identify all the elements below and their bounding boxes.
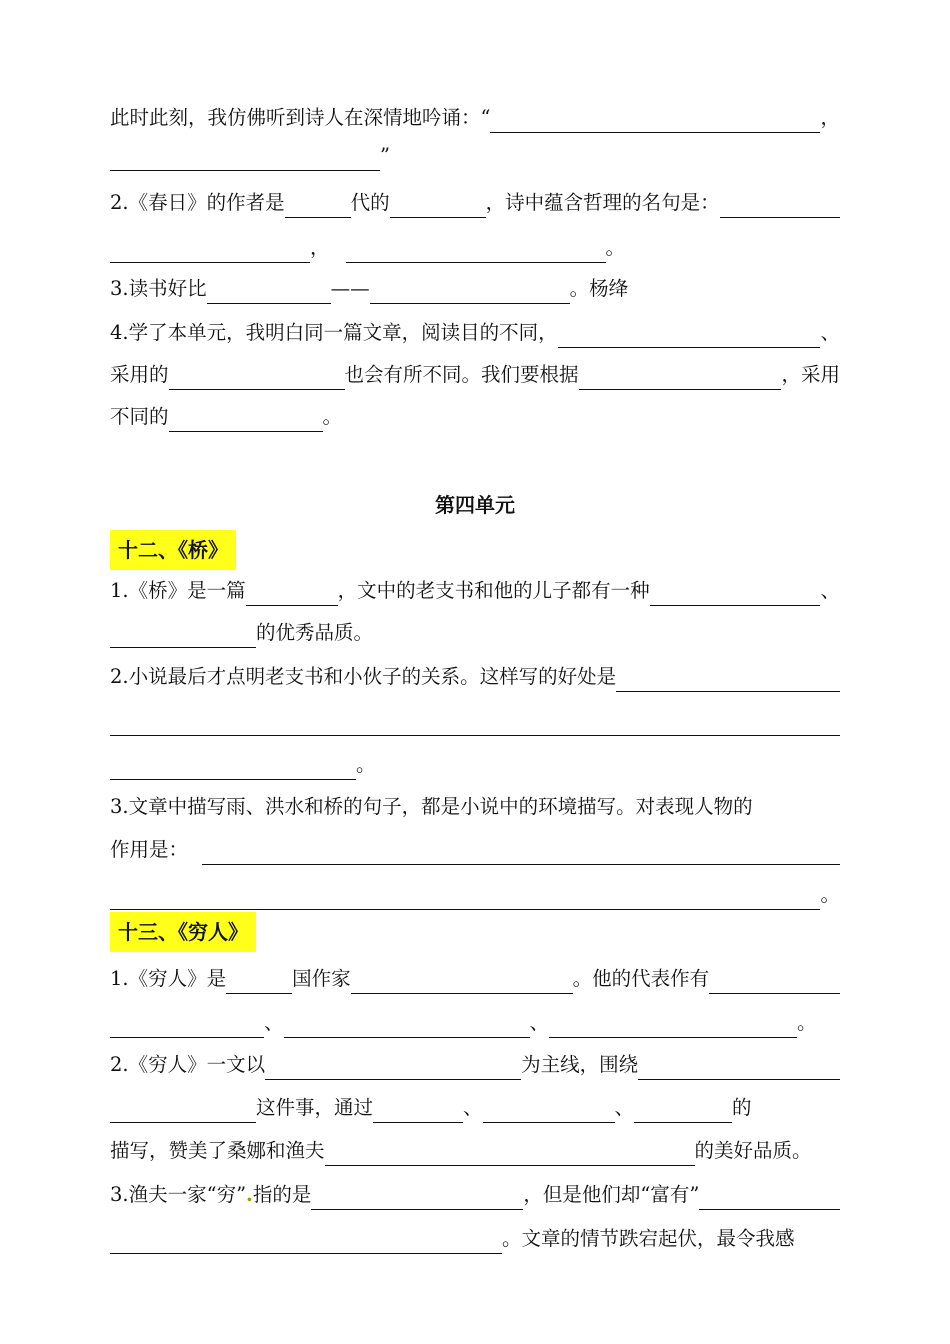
s13-text: 为主线，围绕 (521, 1053, 639, 1076)
s13-q2-line-1 (110, 1050, 840, 1080)
s13-text: 的美好品质。 (694, 1139, 812, 1162)
q2-text: ，诗中蕴含哲理的名句是： (485, 191, 720, 214)
blank-quality-poor[interactable] (325, 1144, 695, 1166)
s12-text: 3.文章中描写雨、洪水和桥的句子，都是小说中的环境描写。对表现人物的 (110, 795, 753, 818)
blank-env-2[interactable] (110, 888, 820, 910)
blank-q4-1[interactable] (558, 326, 821, 348)
s12-q1-line-2 (110, 618, 840, 648)
q2-chunri-line-1 (110, 188, 840, 218)
blank-poor-meaning[interactable] (311, 1188, 523, 1210)
blank-works-start[interactable] (709, 972, 840, 994)
s13-q3-line-2 (110, 1224, 840, 1254)
q4-text: 4.学了本单元，我明白同一篇文章，阅读目的不同， (110, 321, 558, 344)
s12-q3-line-1 (110, 792, 840, 822)
q4-text: 也会有所不同。我们要根据 (344, 363, 579, 386)
s12-text: 的优秀品质。 (256, 621, 374, 644)
blank-reading-1[interactable] (207, 282, 331, 304)
s12-text: 作用是： (110, 838, 189, 861)
blank-benefit-1[interactable] (616, 670, 840, 692)
punct: 、 (614, 1096, 635, 1119)
s13-q2-line-2 (110, 1093, 840, 1123)
s13-text: 1.《穷人》是 (110, 967, 227, 990)
punct: ， (310, 236, 330, 259)
s13-q1-line-2 (110, 1008, 840, 1038)
punct: ” (380, 144, 390, 167)
blank-desc-3[interactable] (634, 1101, 732, 1123)
s12-text: 1.《桥》是一篇 (110, 579, 246, 602)
s13-text: ，但是他们却“富有” (523, 1183, 700, 1206)
s13-q1-line-1 (110, 964, 840, 994)
s13-text: 指的是 (252, 1183, 312, 1206)
blank-writer[interactable] (351, 972, 573, 994)
blank-benefit-3[interactable] (110, 758, 356, 780)
q4-line-3 (110, 402, 840, 432)
q2-chunri-line-2 (110, 233, 840, 263)
punct: 。 (605, 236, 626, 259)
blank-env-1[interactable] (202, 843, 840, 865)
s12-text: ，文中的老支书和他的儿子都有一种 (337, 579, 650, 602)
q3-reading-line (110, 274, 840, 304)
s13-text: 国作家 (292, 967, 351, 990)
unit-title: 第四单元 (435, 493, 515, 517)
s12-q2-line-3 (110, 750, 840, 780)
s13-text: 。文章的情节跌宕起伏，最令我感 (502, 1227, 795, 1250)
punct: 、 (463, 1096, 483, 1119)
q3-text: 3.读书好比 (110, 277, 207, 300)
punct: 。 (356, 753, 376, 776)
s13-q3-line-1 (110, 1180, 840, 1210)
blank-work-3[interactable] (549, 1016, 797, 1038)
blank-q4-2[interactable] (169, 368, 345, 390)
emphasis-dot: . (246, 1183, 253, 1206)
punct: 。 (797, 1011, 817, 1034)
blank-benefit-2[interactable] (110, 714, 840, 736)
blank-author[interactable] (390, 196, 486, 218)
blank-event-2[interactable] (110, 1101, 256, 1123)
blank-quality-1[interactable] (650, 584, 821, 606)
section-heading-qiongren: 十三、《穷人》 (110, 912, 256, 952)
blank-famous-line-1[interactable] (110, 241, 310, 263)
blank-quality-2[interactable] (110, 626, 256, 648)
punct: ， (820, 106, 840, 129)
s13-text: 3.渔夫一家“穷” (110, 1183, 247, 1206)
q4-line-1 (110, 318, 840, 348)
q2-text: 代的 (350, 191, 390, 214)
blank-rich-start[interactable] (699, 1188, 840, 1210)
blank-famous-line-start[interactable] (720, 196, 840, 218)
blank-famous-line-2[interactable] (346, 241, 606, 263)
q4-line-2 (110, 360, 840, 390)
s13-q2-line-3 (110, 1136, 840, 1166)
s13-text: 。他的代表作有 (572, 967, 710, 990)
punct: 、 (820, 321, 840, 344)
blank-country[interactable] (226, 972, 292, 994)
q3-text: —— (330, 277, 370, 300)
blank-event-1[interactable] (638, 1058, 840, 1080)
punct: 、 (264, 1011, 284, 1034)
blank-poem-2[interactable] (110, 149, 380, 171)
section-heading-qiao: 十二、《桥》 (110, 530, 236, 570)
blank-work-2[interactable] (284, 1016, 530, 1038)
s12-q2-line-1 (110, 662, 840, 692)
blank-poem-1[interactable] (490, 111, 820, 133)
poem-recite-line (110, 103, 840, 133)
s12-q2-line-2 (110, 706, 840, 736)
q4-text: 采用的 (110, 363, 169, 386)
blank-q4-4[interactable] (169, 410, 323, 432)
blank-mainline[interactable] (265, 1058, 521, 1080)
punct: 、 (820, 579, 840, 602)
s13-text: 的 (732, 1096, 752, 1119)
q4-text: 不同的 (110, 405, 169, 428)
blank-work-1[interactable] (110, 1016, 264, 1038)
punct: 。 (820, 883, 840, 906)
s12-text: 2.小说最后才点明老支书和小伙子的关系。这样写的好处是 (110, 665, 617, 688)
s12-q3-line-2 (110, 835, 840, 865)
s13-text: 2.《穷人》一文以 (110, 1053, 266, 1076)
poem-recite-text: 此时此刻，我仿佛听到诗人在深情地吟诵：“ (110, 106, 491, 129)
q3-text: 。杨绛 (569, 277, 629, 300)
s12-q3-line-3 (110, 880, 840, 910)
blank-q4-3[interactable] (579, 368, 782, 390)
punct: 。 (322, 405, 343, 428)
blank-reading-2[interactable] (370, 282, 570, 304)
punct: 、 (529, 1011, 550, 1034)
s12-q1-line-1 (110, 576, 840, 606)
blank-desc-2[interactable] (483, 1101, 615, 1123)
q2-text: 2.《春日》的作者是 (110, 191, 285, 214)
s13-text: 这件事，通过 (256, 1096, 374, 1119)
q4-text: ，采用 (781, 363, 840, 386)
s13-text: 描写，赞美了桑娜和渔夫 (110, 1139, 325, 1162)
blank-rich-meaning[interactable] (110, 1232, 502, 1254)
blank-genre[interactable] (246, 584, 338, 606)
blank-desc-1[interactable] (373, 1101, 463, 1123)
blank-dynasty[interactable] (285, 196, 351, 218)
poem-recite-line-2 (110, 141, 840, 171)
